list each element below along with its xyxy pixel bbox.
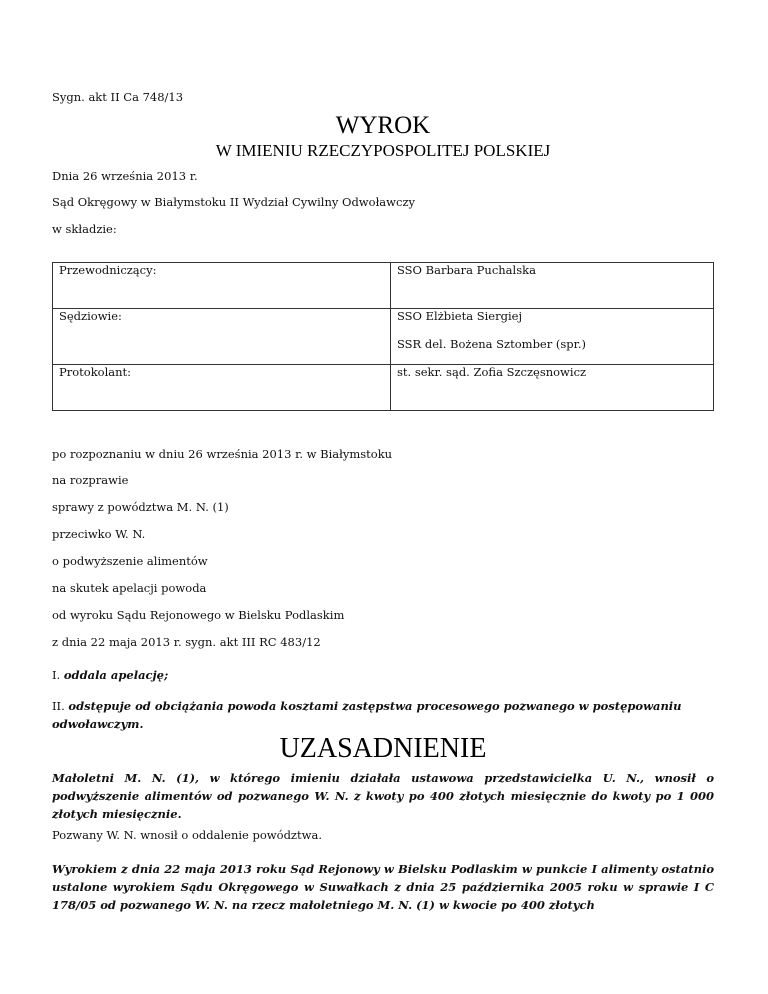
judgment-date: Dnia 26 września 2013 r. bbox=[52, 169, 198, 183]
intro-line: na rozprawie bbox=[52, 473, 129, 487]
justification-heading: UZASADNIENIE bbox=[279, 733, 487, 764]
justification-paragraph: Wyrokiem z dnia 22 maja 2013 roku Sąd Rejonowy w Bielsku Podlaskim w punkcie I alimenty ostatnio ustalone wyrokiem Sądu Okręgowego w Suwałkach z dnia 25 października 2005 roku w sprawie I C 178/05 od pozwanego W. N. na rzecz małoletniego M. N. (1) w kwocie po 400 złotych bbox=[52, 862, 714, 912]
decision-item-1 bbox=[52, 668, 168, 682]
panel-role: Przewodniczący: bbox=[53, 263, 391, 309]
panel-names bbox=[391, 309, 714, 365]
justification-paragraph: Małoletni M. N. (1), w którego imieniu działała ustawowa przedstawicielka U. N., wnosił o podwyższenie alimentów od pozwanego W. N. z kwoty po 400 złotych miesięcznie do kwoty po 1 000 złotych miesięcznie. bbox=[52, 771, 714, 821]
composition-label: w składzie: bbox=[52, 222, 117, 236]
decision-item-2 bbox=[52, 697, 714, 733]
panel-role: Protokolant: bbox=[53, 365, 391, 411]
document-title: WYROK bbox=[335, 112, 431, 139]
intro-line: po rozpoznaniu w dniu 26 września 2013 r. w Białymstoku bbox=[52, 447, 393, 461]
document-subtitle: W IMIENIU RZECZYPOSPOLITEJ POLSKIEJ bbox=[215, 141, 551, 160]
panel-row-clerk bbox=[53, 365, 714, 411]
case-number: Sygn. akt II Ca 748/13 bbox=[52, 90, 184, 104]
court-name: Sąd Okręgowy w Białymstoku II Wydział Cywilny Odwoławczy bbox=[52, 195, 416, 209]
intro-line: z dnia 22 maja 2013 r. sygn. akt III RC 483/12 bbox=[52, 635, 321, 649]
decision-item-text: oddala apelację; bbox=[63, 668, 169, 682]
panel-names bbox=[391, 365, 714, 411]
panel-name: SSO Elżbieta Siergiej bbox=[397, 309, 523, 323]
panel-role: Sędziowie: bbox=[53, 309, 391, 365]
panel-name: SSR del. Bożena Sztomber (spr.) bbox=[397, 337, 587, 351]
intro-line: na skutek apelacji powoda bbox=[52, 581, 207, 595]
panel-name: st. sekr. sąd. Zofia Szczęsnowicz bbox=[397, 365, 587, 379]
intro-line: o podwyższenie alimentów bbox=[52, 554, 208, 568]
decision-item-number: II. bbox=[52, 699, 65, 713]
panel-name: SSO Barbara Puchalska bbox=[397, 263, 536, 277]
panel-row-judges bbox=[53, 309, 714, 365]
intro-line: od wyroku Sądu Rejonowego w Bielsku Podlaskim bbox=[52, 608, 345, 622]
justification-paragraph: Pozwany W. N. wnosił o oddalenie powództwa. bbox=[52, 828, 322, 842]
court-panel-table bbox=[52, 262, 714, 411]
panel-row-presiding bbox=[53, 263, 714, 309]
decision-item-number: I. bbox=[52, 668, 61, 682]
decision-item-text: odstępuje od obciążania powoda kosztami zastępstwa procesowego pozwanego w postępowaniu odwoławczym. bbox=[52, 699, 682, 731]
intro-line: sprawy z powództwa M. N. (1) bbox=[52, 500, 229, 514]
intro-line: przeciwko W. N. bbox=[52, 527, 146, 541]
panel-names bbox=[391, 263, 714, 309]
